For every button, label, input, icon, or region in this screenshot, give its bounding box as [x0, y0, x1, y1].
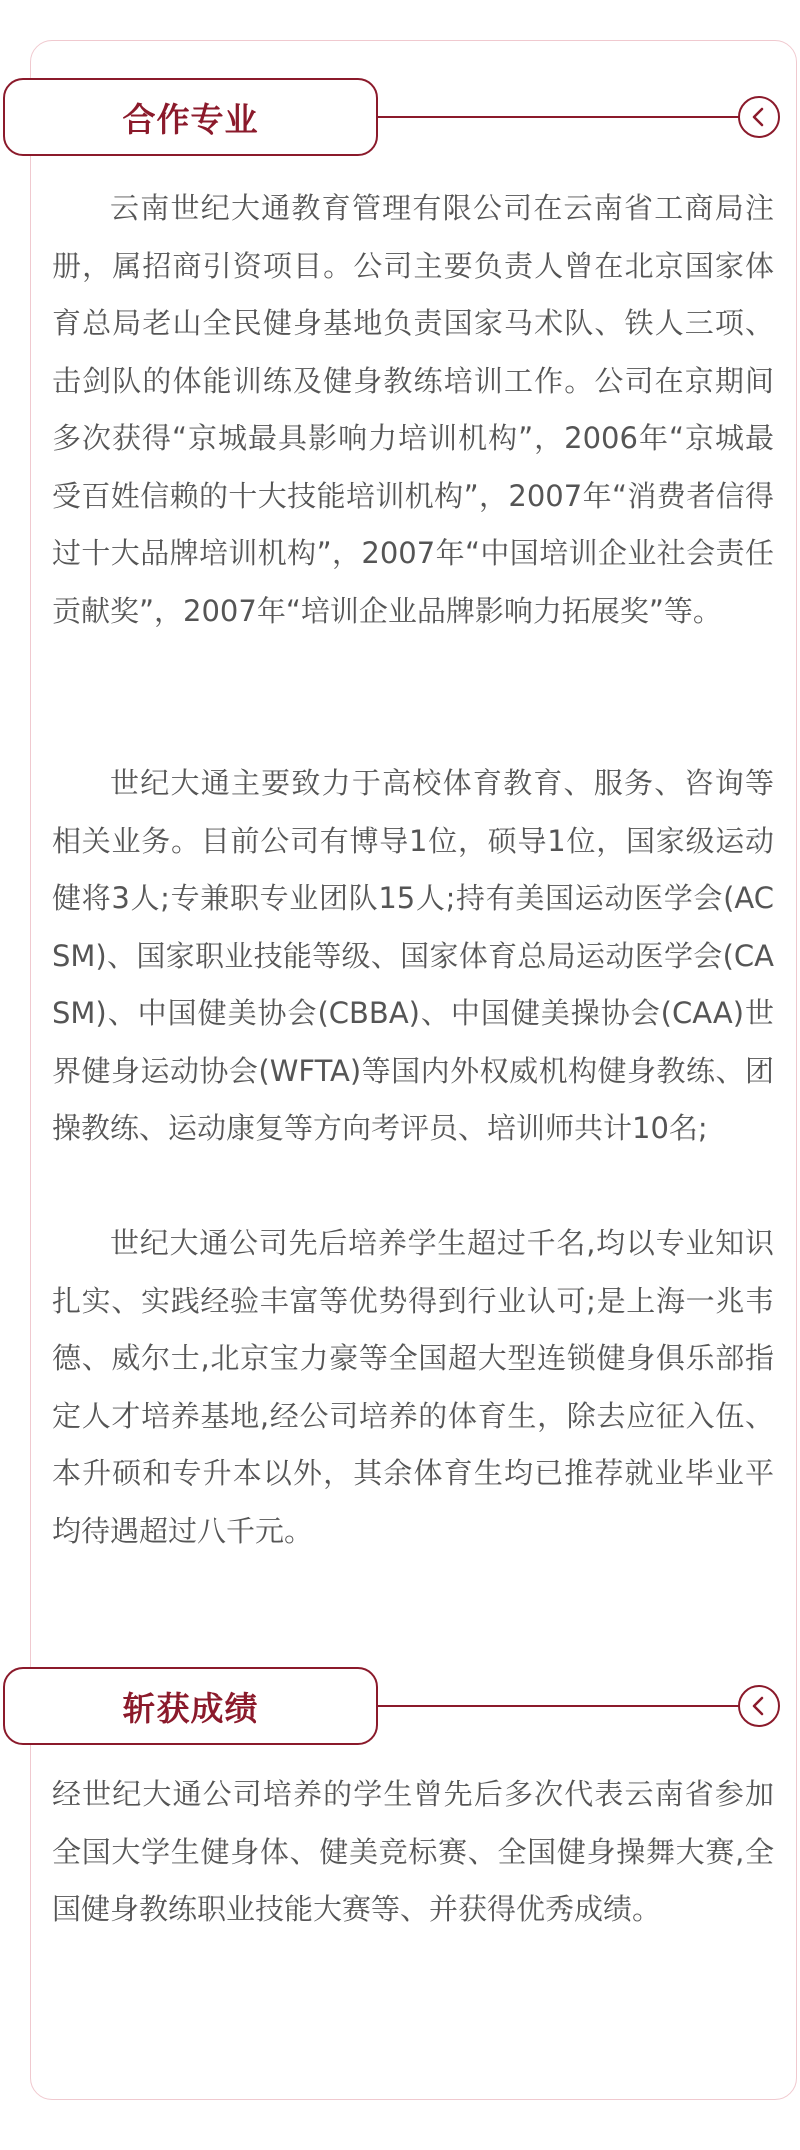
paragraph: 经世纪大通公司培养的学生曾先后多次代表云南省参加全国大学生健身体、健美竞标赛、全国健身操舞大赛,全国健身教练职业技能大赛等、并获得优秀成绩。 — [52, 1777, 774, 1926]
section-header-achievements — [3, 1667, 797, 1749]
chevron-left-icon[interactable] — [738, 96, 780, 138]
section-title-box — [3, 1667, 378, 1745]
header-divider-line — [378, 1705, 739, 1707]
chevron-left-icon[interactable] — [738, 1685, 780, 1727]
section-title-box — [3, 78, 378, 156]
section-header-cooperation — [3, 78, 797, 160]
paragraph: 世纪大通主要致力于高校体育教育、服务、咨询等相关业务。目前公司有博导1位，硕导1位，国家级运动健将3人;专兼职专业团队15人;持有美国运动医学会(ACSM)、国家职业技能等级、国家体育总局运动医学会(CASM)、中国健美协会(CBBA)、中国健美操协会(CAA)世界健身运动协会(WFTA)等国内外权威机构健身教练、团操教练、运动康复等方向考评员、培训师共计10名; — [52, 766, 774, 1145]
paragraph: 云南世纪大通教育管理有限公司在云南省工商局注册，属招商引资项目。公司主要负责人曾在北京国家体育总局老山全民健身基地负责国家马术队、铁人三项、击剑队的体能训练及健身教练培训工作。公司在京期间多次获得“京城最具影响力培训机构”，2006年“京城最受百姓信赖的十大技能培训机构”，2007年“消费者信得过十大品牌培训机构”，2007年“中国培训企业社会责任贡献奖”，2007年“培训企业品牌影响力拓展奖”等。 — [52, 191, 774, 628]
paragraph: 世纪大通公司先后培养学生超过千名,均以专业知识扎实、实践经验丰富等优势得到行业认可;是上海一兆韦德、威尔士,北京宝力豪等全国超大型连锁健身俱乐部指定人才培养基地,经公司培养的体育生，除去应征入伍、本升硕和专升本以外，其余体育生均已推荐就业毕业平均待遇超过八千元。 — [52, 1226, 774, 1548]
section-title: 合作专业 — [122, 99, 259, 139]
header-divider-line — [378, 116, 739, 118]
section-title: 斩获成绩 — [122, 1688, 259, 1728]
